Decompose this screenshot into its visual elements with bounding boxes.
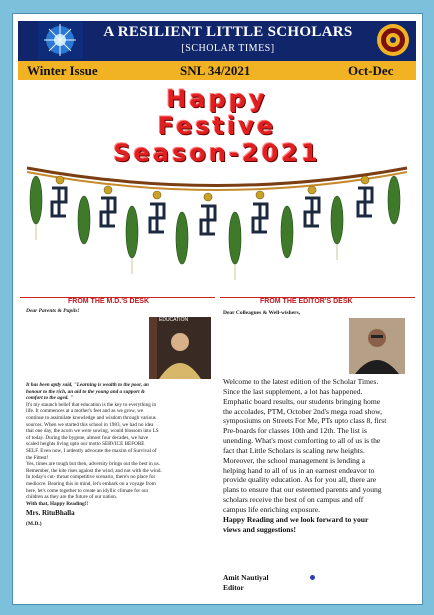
editor-line: scholars receive the best of on campus and off: [223, 495, 364, 505]
md-line: life. It commences at a mother's feet and as we grow, we: [26, 408, 144, 415]
md-line: Yes, times are tough but then, adversity brings out the best in us.: [26, 461, 160, 468]
school-emblem-icon: [38, 21, 83, 59]
md-line: In today's cut- throat competitive scenario, there's no place for: [26, 474, 156, 481]
editor-portrait-image: [349, 318, 405, 374]
md-line: sources. When we started this school in 1983, we had no idea: [26, 421, 154, 428]
md-salutation: Dear Parents & Pupils!: [26, 308, 80, 314]
md-line: scaled heights living upto our motto SERVICE BEFORE: [26, 441, 145, 448]
editor-line: helping hand to all of us in an earnest endeavor to: [223, 465, 375, 475]
md-photo-caption: EDUCATION: [159, 317, 189, 323]
issue-season: Winter Issue: [27, 63, 98, 78]
md-line: continue to assimilate knowledge and wisdom through various: [26, 414, 156, 421]
md-line: honour to the rich, an aid to the young and a support &: [26, 388, 145, 395]
editor-line: Emphatic board results, our students bringing home: [223, 396, 381, 406]
md-signature-name: Mrs. RituBhalla: [26, 509, 75, 517]
issue-period: Oct-Dec: [348, 63, 394, 78]
editor-message: [223, 377, 409, 535]
md-line: mediocre. Bearing this in mind, let's embark on a voyage from: [26, 480, 156, 487]
editor-line: Pre-boards for classes 10th and 12th. The list is: [223, 426, 367, 436]
md-desk-heading: FROM THE M.D.'S DESK: [68, 298, 149, 305]
editor-line: the accolades, PTM, October 2nd's mega road show,: [223, 406, 383, 416]
festive-toran-illustration: [22, 128, 412, 288]
editor-line: Welcome to the latest edition of the Scholar Times.: [223, 377, 379, 386]
greeting-line-1: Happy: [166, 85, 268, 113]
issue-number: SNL 34/2021: [180, 63, 251, 78]
editor-line: campus life enriching exposure.: [223, 504, 320, 514]
editor-desk-heading: FROM THE EDITOR'S DESK: [260, 298, 353, 305]
editor-desk-divider: [220, 297, 415, 298]
md-photo: [149, 317, 211, 379]
editor-signature-name: Amit Nautiyal: [223, 573, 269, 582]
md-line: children as they are the future of our nation.: [26, 494, 118, 501]
md-line: of today. During the bygone, almost four decades, we have: [26, 434, 149, 441]
greeting-line-3: Season-2021: [113, 139, 321, 167]
school-seal-icon: [376, 23, 410, 57]
md-desk-divider: [20, 297, 215, 298]
md-line: here, let's come together to create an idyllic climate for our: [26, 487, 149, 494]
greeting-line-2: Festive: [157, 112, 277, 140]
md-line: comfort to the aged. ": [26, 395, 73, 402]
md-message: [26, 382, 214, 507]
md-line: Remember, the kite rises against the wind, and not with the wind.: [26, 467, 162, 474]
editor-line: Since the last supplement, a lot has happened.: [223, 386, 363, 396]
md-line: the Fittest!: [26, 454, 49, 461]
newsletter-title: A RESILIENT LITTLE SCHOLARS: [103, 24, 353, 40]
bullet-dot-icon: [310, 575, 315, 580]
md-line: It has been aptly said, "Learning is wealth to the poor, an: [26, 382, 149, 388]
masthead: [18, 21, 416, 61]
md-line: SELF. Even now, I ardently advocate the maxim of Survival of: [26, 447, 157, 454]
editor-salutation: Dear Colleagues & Well-wishers,: [223, 310, 301, 316]
editor-line: unending. What's most comforting to all of us is the: [223, 436, 381, 446]
editor-line: fact that Little Scholars is scaling new heights.: [223, 445, 365, 455]
editor-signature-title: Editor: [223, 583, 244, 592]
editor-closing-1: Happy Reading and we look forward to your: [223, 514, 369, 524]
md-portrait-image: [149, 317, 211, 379]
editor-closing-2: views and suggestions!: [223, 524, 296, 534]
newsletter-subtitle: [SCHOLAR TIMES]: [181, 43, 275, 54]
editor-photo: [349, 318, 405, 374]
md-line: It's my staunch belief that education is the key to everything in: [26, 401, 157, 408]
md-line: With that, Happy Reading!!: [26, 500, 89, 507]
editor-line: plans to ensure that our esteemed parents and young: [223, 485, 382, 495]
editor-line: provide quality education. As for you all, there are: [223, 475, 377, 485]
md-line: that one day, the acorn we were sowing, would blossom into LS: [26, 428, 159, 435]
issue-bar: [18, 61, 416, 80]
editor-line: symposiums on Streets For Me, PTs upto class 8, first: [223, 416, 387, 426]
md-signature-title: (M.D.): [26, 521, 42, 527]
editor-line: Moreover, the school management is lending a: [223, 455, 366, 465]
